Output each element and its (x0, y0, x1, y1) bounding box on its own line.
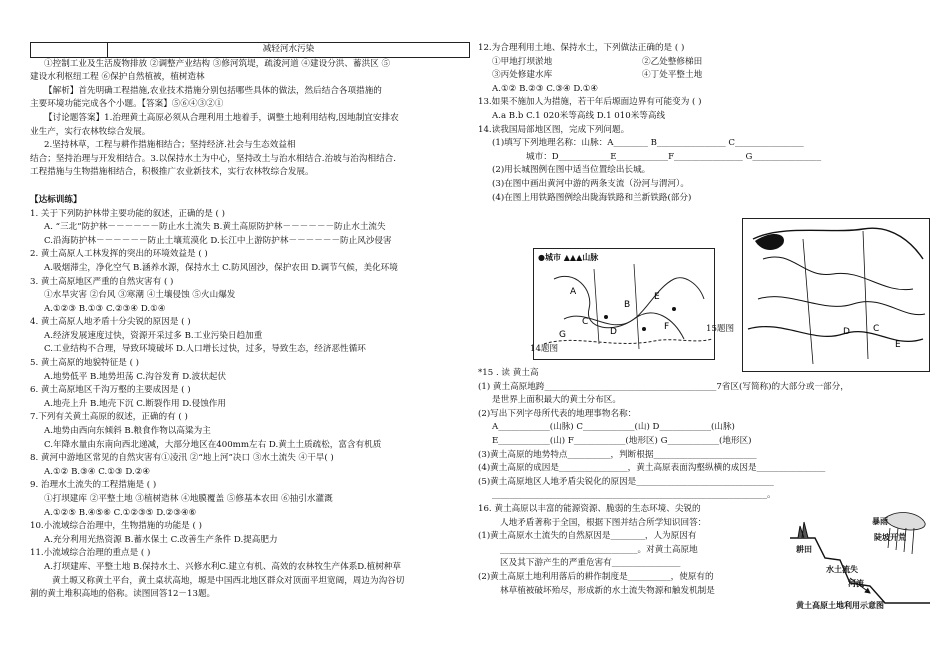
passage-line-1: 黄土塬又称黄土平台，黄土桌状高地，塬是中国西北地区群众对顶面平坦宽阔，周边为沟谷切 (52, 575, 405, 586)
fig-15-caption: 15题图 (706, 324, 735, 334)
question-14-part-1: (1)填写下列地理名称：山脉：A________ B________________ C________________ (492, 138, 804, 149)
question-3-options: A.①②③ B.①③ C.②③④ D.①④ (44, 303, 166, 314)
question-16-part-1: (1)黄土高原水土流失的自然原因是________，人为原因有 (478, 531, 697, 542)
question-16-part-1b: ________________________________。对黄土高原地 (500, 544, 698, 555)
question-5: 5. 黄土高原的地貌特征是 ( ) (30, 358, 140, 369)
map14-label-c: C (582, 317, 589, 327)
analysis-line-2: 主要环境功能完成各个小题。【答案】⑤⑥④③②① (30, 99, 224, 110)
section-title: 【达标训练】 (30, 194, 82, 205)
header-table (30, 42, 470, 58)
question-4-ab: A.经济发展速度过快，资源开采过多 B.工业污染日趋加重 (44, 330, 263, 341)
question-14-part-4: (4)在图上用铁路图例绘出陇海铁路和兰新铁路(部分) (492, 192, 692, 203)
map14-label-b: B (624, 300, 631, 310)
question-13-options: A.a B.b C.1 020米等高线 D.1 010米等高线 (492, 110, 666, 121)
question-9-items: ①打坝建库 ②平整土地 ③植树造林 ④地膜覆盖 ⑤修基本农田 ⑥抽引水灌溉 (44, 494, 333, 504)
map14-label-a: A (570, 287, 577, 297)
land-use-drawing (790, 508, 930, 608)
q12-item-2: ②乙处整修梯田 (642, 56, 703, 67)
land-use-diagram (790, 508, 930, 620)
question-15-part-5b: ________________________________________________________________。 (492, 490, 776, 501)
right-column (478, 42, 923, 205)
question-16: 16. 黄土高原以丰富的能源资源、脆弱的生态环境、尖锐的 (478, 503, 701, 514)
question-4: 4. 黄土高原人地矛盾十分尖锐的原因是 ( ) (30, 317, 191, 328)
question-3-items: ①水旱灾害 ②台风 ③寒潮 ④土壤侵蚀 ⑤火山爆发 (44, 290, 236, 301)
question-15-part-1b: 是世界上面积最大的黄土分布区。 (492, 395, 621, 406)
question-16-part-2: (2)黄土高原土地利用落后的耕作制度是__________，使原有的 (478, 571, 714, 582)
question-16-block (478, 503, 793, 598)
question-16-part-2b: 林草植被破坏殆尽，形成新的水土流失物源和触发机制是 (500, 585, 715, 596)
passage-line-2: 割的黄土堆积高地的俗称。读图回答12－13题。 (30, 589, 216, 600)
diagram-label-rain: 暴雨 (872, 516, 888, 526)
discussion-line-2: 业生产，实行农林牧综合发展。 (30, 126, 151, 137)
question-12-row-2 (478, 69, 923, 83)
left-column (30, 0, 470, 602)
map-figure-15 (742, 218, 930, 372)
question-7: 7.下列有关黄土高原的叙述，正确的有 ( ) (30, 412, 188, 423)
question-10: 10.小流域综合治理中，生物措施的功能是 ( ) (30, 521, 202, 532)
question-5-options: A.地势低平 B.地势坦荡 C.沟谷发育 D.波状起伏 (44, 371, 226, 382)
question-6: 6. 黄土高原地区千沟万壑的主要成因是 ( ) (30, 385, 191, 396)
question-15-part-3: (3)黄土高原的地势特点__________，判断根据________________________ (478, 449, 757, 460)
answer-options-2: 建设水利枢纽工程 ⑥保护自然植被，植树造林 (30, 72, 205, 83)
question-8-options: A.①② B.③④ C.①③ D.②④ (44, 466, 151, 477)
question-6-options: A.地壳上升 B.地壳下沉 C.断裂作用 D.侵蚀作用 (44, 398, 226, 409)
q12-item-3: ③丙处修建水库 (492, 70, 553, 81)
q12-item-1: ①甲地打坝淤地 (492, 56, 553, 67)
question-7-ab: A.地势由西向东倾斜 B.粮食作物以高粱为主 (44, 426, 211, 437)
question-8: 8. 黄河中游地区常见的自然灾害有①凌汛 ②“地上河”决口 ③水土流失 ④干旱( ) (30, 453, 334, 464)
question-2-options: A.吸烟滞尘，净化空气 B.涵养水源，保持水土 C.防风固沙，保护农田 D.调节气候，美化环境 (44, 262, 398, 273)
question-11: 11.小流域综合治理的重点是 ( ) (30, 548, 151, 559)
question-2: 2. 黄土高原人工林发挥的突出的环境效益是 ( ) (30, 249, 208, 260)
map14-label-d: D (610, 327, 617, 337)
question-13: 13.如果不施加人为措施，若干年后塬面边界有可能变为 ( ) (478, 97, 702, 108)
diagram-label-slope: 陡坡开荒 (874, 532, 906, 542)
question-15-part-1: (1) 黄土高原地跨________________________________________7省区(写简称)的大部分或一部分， (478, 381, 849, 392)
question-16-line-2: 人地矛盾著称于全国，根据下图并结合所学知识回答： (500, 517, 707, 528)
map15-label-c: C (873, 324, 880, 334)
map14-label-e: E (654, 292, 660, 302)
map14-label-g: G (559, 330, 566, 340)
header-left-cell (31, 43, 108, 58)
question-3: 3. 黄土高原地区严重的自然灾害有 ( ) (30, 276, 174, 287)
answer-options-1: ①控制工业及生活废物排放 ②调整产业结构 ③修河筑堤，疏浚河道 ④建设分洪、蓄洪区 ⑤ (44, 58, 391, 69)
map15-label-e: E (895, 340, 901, 350)
map14-label-f: F (664, 322, 670, 332)
map15-label-d: D (843, 327, 850, 337)
fig-14-caption: 14题图 (530, 344, 559, 354)
map-14-legend: ●城市 ▲▲▲山脉 (538, 252, 599, 262)
question-14-part-3: (3)在图中画出黄河中游的两条支流（汾河与渭河）。 (492, 178, 689, 189)
question-15-part-2b: E____________(山) F____________(地形区) G____________(地形区) (492, 435, 752, 446)
q12-item-4: ④丁处平整土地 (642, 70, 703, 81)
diagram-caption: 黄土高原土地利用示意图 (796, 600, 884, 610)
discussion-line-3: 2.坚持林草，工程与耕作措施相结合；坚持经济.社会与生态效益相 (44, 140, 296, 151)
question-14-part-2: (2)用长城图例在图中适当位置绘出长城。 (492, 165, 651, 176)
question-10-options: A.充分利用光热资源 B.蓄水保土 C.改善生产条件 D.提高肥力 (44, 534, 278, 545)
question-12: 12.为合理利用土地、保持水土，下列做法正确的是 ( ) (478, 43, 685, 53)
map-14-drawing (534, 249, 714, 359)
question-14-part-1b: 城市：D____________E____________F________________ G________________ (526, 151, 822, 162)
analysis-line-1: 【解析】首先明确工程措施,农业技术措施分别包括哪些具体的做法，然后结合各项措施的 (44, 85, 382, 96)
discussion-line-1: 【讨论题答案】1.治理黄土高原必须从合理利用土地着手，调整土地利用结构,因地制宜安排农 (44, 112, 399, 123)
question-1: 1. 关于下列防护林带主要功能的叙述，正确的是 ( ) (30, 208, 225, 219)
question-16-part-1c: 区及其下游产生的严重危害有________________ (500, 558, 681, 569)
question-4-cd: C.工业结构不合理，导致环境破坏 D.人口增长过快，过多，导致生态，经济恶性循环 (44, 344, 366, 355)
question-14: 14.读我国局部地区图，完成下列问题。 (478, 124, 630, 135)
question-15-part-2a: A____________(山脉) C____________(山) D____________(山脉) (492, 422, 735, 433)
question-15-part-2: (2)写出下列字母所代表的地理事物名称： (478, 408, 637, 419)
question-15-part-4: (4)黄土高原的成因是________________，黄土高原表面沟壑纵横的成因是________________ (478, 463, 826, 474)
question-15-part-5: (5)黄土高原地区人地矛盾尖锐化的原因是________________________________ (478, 476, 774, 487)
question-1-ab: A. “三北”防护林－－－－－－防止水土流失 B.黄土高原防护林－－－－－－防止水土流失 (44, 222, 386, 233)
map-figure-14 (533, 248, 715, 360)
diagram-label-erosion: 水土流失 (826, 564, 858, 574)
map-15-drawing (743, 219, 929, 371)
question-11-options: A.打坝建库、平整土地 B.保持水土、兴修水利C.建立有机、高效的农林牧生产体系D.植树种草 (44, 561, 402, 572)
question-9: 9. 治理水土流失的工程措施是 ( ) (30, 480, 157, 491)
question-12-options: A.①② B.②③ C.③④ D.①④ (492, 83, 599, 94)
question-7-cd: C.年降水量由东南向西北递减，大部分地区在400mm左右 D.黄土土质疏松，富含有机质 (44, 439, 382, 450)
question-12-row-1 (478, 56, 923, 70)
question-9-options: A.①②⑤ B.④⑤⑥ C.①②③⑤ D.②③④⑥ (44, 507, 197, 518)
header-title: 减轻河水污染 (108, 43, 470, 58)
question-15: *15 . 读 黄土高 (478, 368, 539, 378)
discussion-line-5: 工程措施与生物措施相结合，积极推广农业新技术，实行农林牧综合发展。 (30, 167, 314, 178)
diagram-label-tilled: 耕田 (796, 544, 812, 554)
question-1-cd: C.沿海防护林－－－－－－防止土壤荒漠化 D.长江中上游防护林－－－－－－防止风沙侵害 (44, 235, 392, 246)
discussion-line-4: 结合；坚持治理与开发相结合。3.以保持水土为中心，坚持改土与治水相结合.治坡与治沟相结合. (30, 153, 397, 164)
diagram-label-river: 河流 (848, 578, 864, 588)
